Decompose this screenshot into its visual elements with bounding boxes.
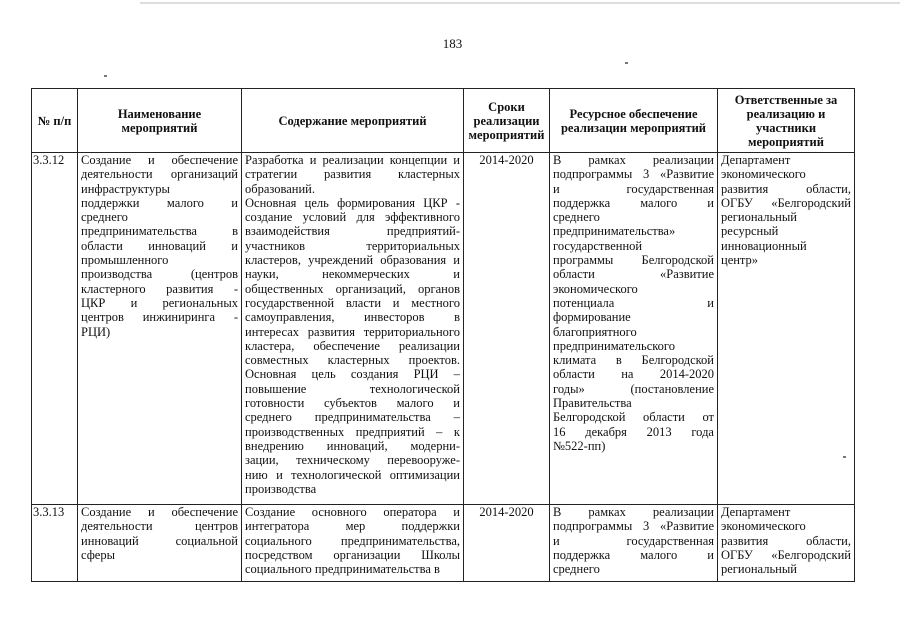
text-line: общественных организаций, органов [245, 281, 460, 296]
header-content: Содержание мероприятий [242, 89, 464, 153]
text-line: деятельности центров [81, 519, 238, 534]
text-line: ресурсный [721, 224, 779, 239]
text-line: региональный [721, 210, 797, 225]
text-line: области «Развитие [553, 267, 714, 282]
text-line: экономического [721, 167, 806, 182]
text-line: внедрению инноваций, модерни- [245, 438, 460, 453]
text-line: государственной власти и местного [245, 295, 460, 310]
text-line: среднего [553, 562, 600, 577]
text-line: производственных предприятий – к [245, 424, 460, 439]
text-line: посредством организации Школы [245, 547, 460, 562]
text-line: потенциала и [553, 295, 714, 310]
text-line: кластерного развития - [81, 281, 238, 296]
text-line: производства (центров [81, 267, 238, 282]
text-line: нию и технологической оптимизации [245, 467, 460, 482]
text-line: образований. [245, 181, 316, 196]
text-line: Департамент [721, 505, 791, 519]
text-line: Белгородской области от [553, 410, 714, 425]
text-line: среднего [81, 210, 128, 225]
text-line: В рамках реализации [553, 505, 714, 519]
text-line: участников территориальных [245, 238, 460, 253]
measure-name-cell [78, 505, 242, 582]
scan-speck [104, 75, 107, 77]
text-line: совместных кластерных проектов. [245, 353, 460, 368]
table-row [32, 505, 855, 582]
text-line: РЦИ) [81, 324, 111, 339]
text-line: Правительства [553, 396, 632, 411]
table-row [32, 153, 855, 505]
text-line: Разработка и реализации концепции и [245, 153, 460, 167]
text-line: интересах развития территориального [245, 324, 460, 339]
text-line: сферы [81, 547, 115, 562]
text-line: 16 декабря 2013 года [553, 424, 714, 439]
text-line: взаимодействия предприятий- [245, 224, 460, 239]
measure-resources-cell [550, 153, 718, 505]
text-line: годы» (постановление [553, 381, 714, 396]
text-line: готовности субъектов малого и [245, 396, 460, 411]
text-line: зации, техническому перевооруже- [245, 453, 460, 468]
text-line: развития области, [721, 181, 851, 196]
text-line: производства [245, 481, 317, 496]
scan-speck [625, 62, 628, 64]
measure-name-cell [78, 153, 242, 505]
text-line: формирование [553, 310, 631, 325]
text-line: развития области, [721, 533, 851, 548]
text-line: экономического [721, 519, 806, 534]
text-line: Создание и обеспечение [81, 505, 238, 519]
text-line: центров инжиниринга - [81, 310, 238, 325]
text-line: Основная цель создания РЦИ – [245, 367, 460, 382]
text-line: науки, некоммерческих и [245, 267, 460, 282]
text-line: инноваций социальной [81, 533, 238, 548]
measure-responsible-cell [718, 505, 855, 582]
text-line: социального предпринимательства, [245, 533, 460, 548]
measure-terms: 2014-2020 [464, 153, 550, 505]
text-line: благоприятного [553, 324, 637, 339]
text-line: среднего [553, 210, 600, 225]
text-line: среднего предпринимательства – [245, 410, 460, 425]
header-responsible: Ответственные за реализацию и участники мероприятий [718, 89, 855, 153]
text-line: экономического [553, 281, 638, 296]
text-line: предпринимательства» [553, 224, 676, 239]
measure-content-cell [242, 153, 464, 505]
text-line: подпрограммы 3 «Развитие [553, 519, 714, 534]
text-line: поддержка малого и [553, 547, 714, 562]
row-number: 3.3.13 [32, 505, 78, 582]
text-line: региональный [721, 562, 797, 577]
text-line: промышленного [81, 253, 169, 268]
text-line: предпринимательского [553, 338, 675, 353]
text-line: создание условий для эффективного [245, 210, 460, 225]
text-line: инновационный [721, 238, 807, 253]
text-line: инфраструктуры [81, 181, 170, 196]
text-line: повышение технологической [245, 381, 460, 396]
header-name: Наименование мероприятий [78, 89, 242, 153]
measure-content-cell [242, 505, 464, 582]
text-line: кластеров, учреждений образования и [245, 253, 460, 268]
text-line: подпрограммы 3 «Развитие [553, 167, 714, 182]
text-line: и государственная [553, 533, 714, 548]
text-line: стратегии развития кластерных [245, 167, 460, 182]
text-line: государственной [553, 238, 643, 253]
text-line: Создание основного оператора и [245, 505, 460, 519]
text-line: центр» [721, 253, 759, 268]
row-number: 3.3.12 [32, 153, 78, 505]
text-line: области инноваций и [81, 238, 238, 253]
text-line: ЦКР и региональных [81, 295, 238, 310]
scan-top-rule [140, 2, 900, 4]
header-terms: Сроки реализации мероприятий [464, 89, 550, 153]
text-line: ОГБУ «Белгородский [721, 195, 851, 210]
measure-resources-cell [550, 505, 718, 582]
text-line: социального предпринимательства в [245, 562, 440, 577]
text-line: Создание и обеспечение [81, 153, 238, 167]
text-line: предпринимательства в [81, 224, 238, 239]
text-line: и государственная [553, 181, 714, 196]
header-num: № п/п [32, 89, 78, 153]
text-line: интегратора мер поддержки [245, 519, 460, 534]
table-header-row [32, 89, 855, 153]
text-line: деятельности организаций [81, 167, 238, 182]
text-line: Департамент [721, 153, 791, 167]
text-line: области на 2014-2020 [553, 367, 714, 382]
text-line: №522-пп) [553, 438, 606, 453]
text-line: ОГБУ «Белгородский [721, 547, 851, 562]
text-line: кластера, обеспечение реализации [245, 338, 460, 353]
measures-table [31, 88, 855, 582]
measure-terms: 2014-2020 [464, 505, 550, 582]
text-line: В рамках реализации [553, 153, 714, 167]
text-line: программы Белгородской [553, 253, 714, 268]
text-line: Основная цель формирования ЦКР - [245, 195, 460, 210]
text-line: поддержка малого и [553, 195, 714, 210]
page-number: 183 [442, 36, 463, 51]
header-resources: Ресурсное обеспечение реализации мероприятий [550, 89, 718, 153]
text-line: климата в Белгородской [553, 353, 714, 368]
text-line: самоуправления, инвесторов в [245, 310, 460, 325]
measure-responsible-cell [718, 153, 855, 505]
text-line: поддержки малого и [81, 195, 238, 210]
